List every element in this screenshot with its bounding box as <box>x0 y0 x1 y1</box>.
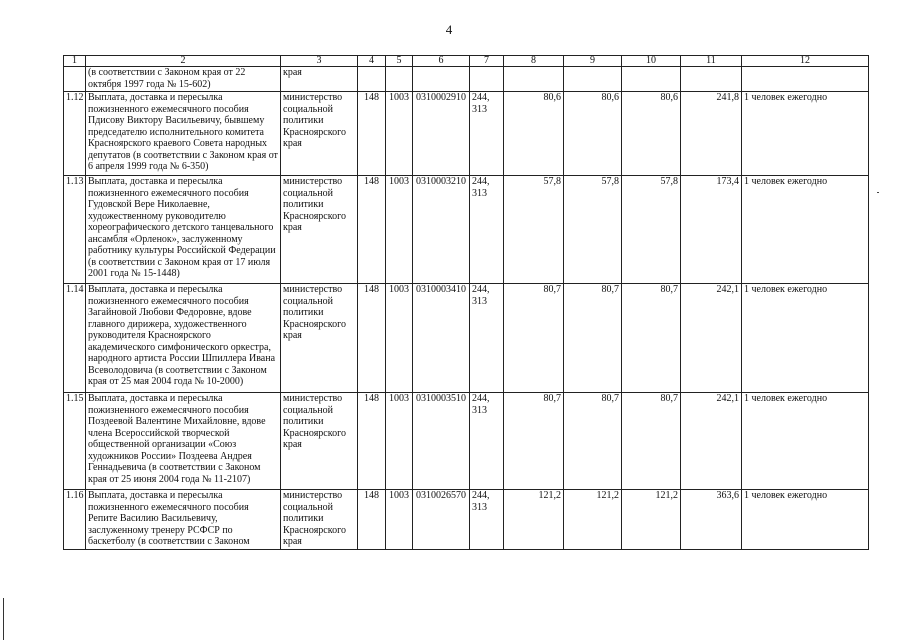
row-code-5: 1003 <box>386 176 413 284</box>
row-code-7: 244, 313 <box>470 284 504 393</box>
row-code-4: 148 <box>358 490 386 550</box>
row-code-4: 148 <box>358 393 386 490</box>
row-value-8: 80,7 <box>504 284 564 393</box>
row-description: (в соответствии с Законом края от 22 октября 1997 года № 15-602) <box>86 67 281 92</box>
row-note: 1 человек ежегодно <box>742 176 869 284</box>
row-number: 1.12 <box>64 92 86 176</box>
row-description: Выплата, доставка и пересылка пожизненного ежемесячного пособия Пдисову Виктору Васильевичу, бывшему председателю исполнительного комитета Красноярского краевого Совета народных депутатов (в соответствии с Законом края от 6 апреля 1999 года № 6-350) <box>86 92 281 176</box>
row-code-7: 244, 313 <box>470 490 504 550</box>
row-code-5 <box>386 67 413 92</box>
column-header: 2 <box>86 56 281 67</box>
row-value-9 <box>564 67 622 92</box>
row-value-9: 121,2 <box>564 490 622 550</box>
row-value-10: 57,8 <box>622 176 681 284</box>
row-value-11: 242,1 <box>681 284 742 393</box>
row-value-10: 80,7 <box>622 284 681 393</box>
column-header: 11 <box>681 56 742 67</box>
row-code-5: 1003 <box>386 393 413 490</box>
row-number <box>64 67 86 92</box>
row-code-6: 0310003210 <box>413 176 470 284</box>
table-row <box>64 176 869 284</box>
row-number: 1.13 <box>64 176 86 284</box>
row-description: Выплата, доставка и пересылка пожизненного ежемесячного пособия Гудовской Вере Николаевне, художественному руководителю хореографического детского танцевального ансамбля «Орленок», заслуженному работнику культуры Российской Федерации (в соответствии с Законом края от 17 июля 2001 года № 15-1448) <box>86 176 281 284</box>
row-code-5: 1003 <box>386 92 413 176</box>
row-value-9: 57,8 <box>564 176 622 284</box>
column-header: 3 <box>281 56 358 67</box>
column-header: 5 <box>386 56 413 67</box>
row-code-6: 0310026570 <box>413 490 470 550</box>
row-authority: министерство социальной политики Красноярского края <box>281 393 358 490</box>
page-number: 4 <box>445 22 453 37</box>
row-code-4: 148 <box>358 284 386 393</box>
column-header: 8 <box>504 56 564 67</box>
row-value-8 <box>504 67 564 92</box>
row-value-8: 80,6 <box>504 92 564 176</box>
row-note: 1 человек ежегодно <box>742 284 869 393</box>
column-header: 7 <box>470 56 504 67</box>
row-value-9: 80,7 <box>564 284 622 393</box>
row-value-10 <box>622 67 681 92</box>
row-code-6: 0310003510 <box>413 393 470 490</box>
table-row <box>64 284 869 393</box>
row-value-11 <box>681 67 742 92</box>
table-row <box>64 393 869 490</box>
scan-margin-line <box>3 598 4 640</box>
scan-speck <box>877 192 879 193</box>
row-value-8: 80,7 <box>504 393 564 490</box>
row-value-11: 242,1 <box>681 393 742 490</box>
row-value-9: 80,7 <box>564 393 622 490</box>
row-value-10: 121,2 <box>622 490 681 550</box>
column-header: 9 <box>564 56 622 67</box>
row-note: 1 человек ежегодно <box>742 92 869 176</box>
table-header-row <box>64 56 869 67</box>
column-header: 1 <box>64 56 86 67</box>
row-value-10: 80,6 <box>622 92 681 176</box>
row-number: 1.15 <box>64 393 86 490</box>
row-code-4: 148 <box>358 176 386 284</box>
row-description: Выплата, доставка и пересылка пожизненного ежемесячного пособия Загайновой Любови Федоровне, вдове главного дирижера, художественного руководителя Красноярского академического симфонического оркестра, народного артиста России Шпиллера Ивана Всеволодовича (в соответствии с Законом края от 25 мая 2004 года № 10-2000) <box>86 284 281 393</box>
row-value-10: 80,7 <box>622 393 681 490</box>
column-header: 4 <box>358 56 386 67</box>
row-number: 1.16 <box>64 490 86 550</box>
row-code-6 <box>413 67 470 92</box>
budget-table <box>63 55 869 550</box>
row-description: Выплата, доставка и пересылка пожизненного ежемесячного пособия Поздеевой Валентине Михайловне, вдове члена Всероссийской творческой общественной организации «Союз художников России» Поздеева Андрея Геннадьевича (в соответствии с Законом края от 25 июня 2004 года № 11-2107) <box>86 393 281 490</box>
row-note: 1 человек ежегодно <box>742 393 869 490</box>
row-authority: края <box>281 67 358 92</box>
column-header: 6 <box>413 56 470 67</box>
row-code-7: 244, 313 <box>470 92 504 176</box>
table-row <box>64 67 869 92</box>
row-code-6: 0310002910 <box>413 92 470 176</box>
row-code-7 <box>470 67 504 92</box>
row-note <box>742 67 869 92</box>
row-authority: министерство социальной политики Красноярского края <box>281 92 358 176</box>
row-code-5: 1003 <box>386 284 413 393</box>
table-row <box>64 92 869 176</box>
row-value-11: 363,6 <box>681 490 742 550</box>
column-header: 12 <box>742 56 869 67</box>
row-authority: министерство социальной политики Красноярского края <box>281 284 358 393</box>
row-code-5: 1003 <box>386 490 413 550</box>
table-row <box>64 490 869 550</box>
row-value-11: 173,4 <box>681 176 742 284</box>
row-value-9: 80,6 <box>564 92 622 176</box>
row-code-4: 148 <box>358 92 386 176</box>
row-number: 1.14 <box>64 284 86 393</box>
row-description: Выплата, доставка и пересылка пожизненного ежемесячного пособия Репите Василию Васильевичу, заслуженному тренеру РСФСР по баскетболу (в соответствии с Законом <box>86 490 281 550</box>
row-authority: министерство социальной политики Красноярского края <box>281 490 358 550</box>
column-header: 10 <box>622 56 681 67</box>
row-code-6: 0310003410 <box>413 284 470 393</box>
row-code-4 <box>358 67 386 92</box>
row-note: 1 человек ежегодно <box>742 490 869 550</box>
row-authority: министерство социальной политики Красноярского края <box>281 176 358 284</box>
row-code-7: 244, 313 <box>470 393 504 490</box>
row-value-8: 121,2 <box>504 490 564 550</box>
row-value-11: 241,8 <box>681 92 742 176</box>
row-code-7: 244, 313 <box>470 176 504 284</box>
row-value-8: 57,8 <box>504 176 564 284</box>
